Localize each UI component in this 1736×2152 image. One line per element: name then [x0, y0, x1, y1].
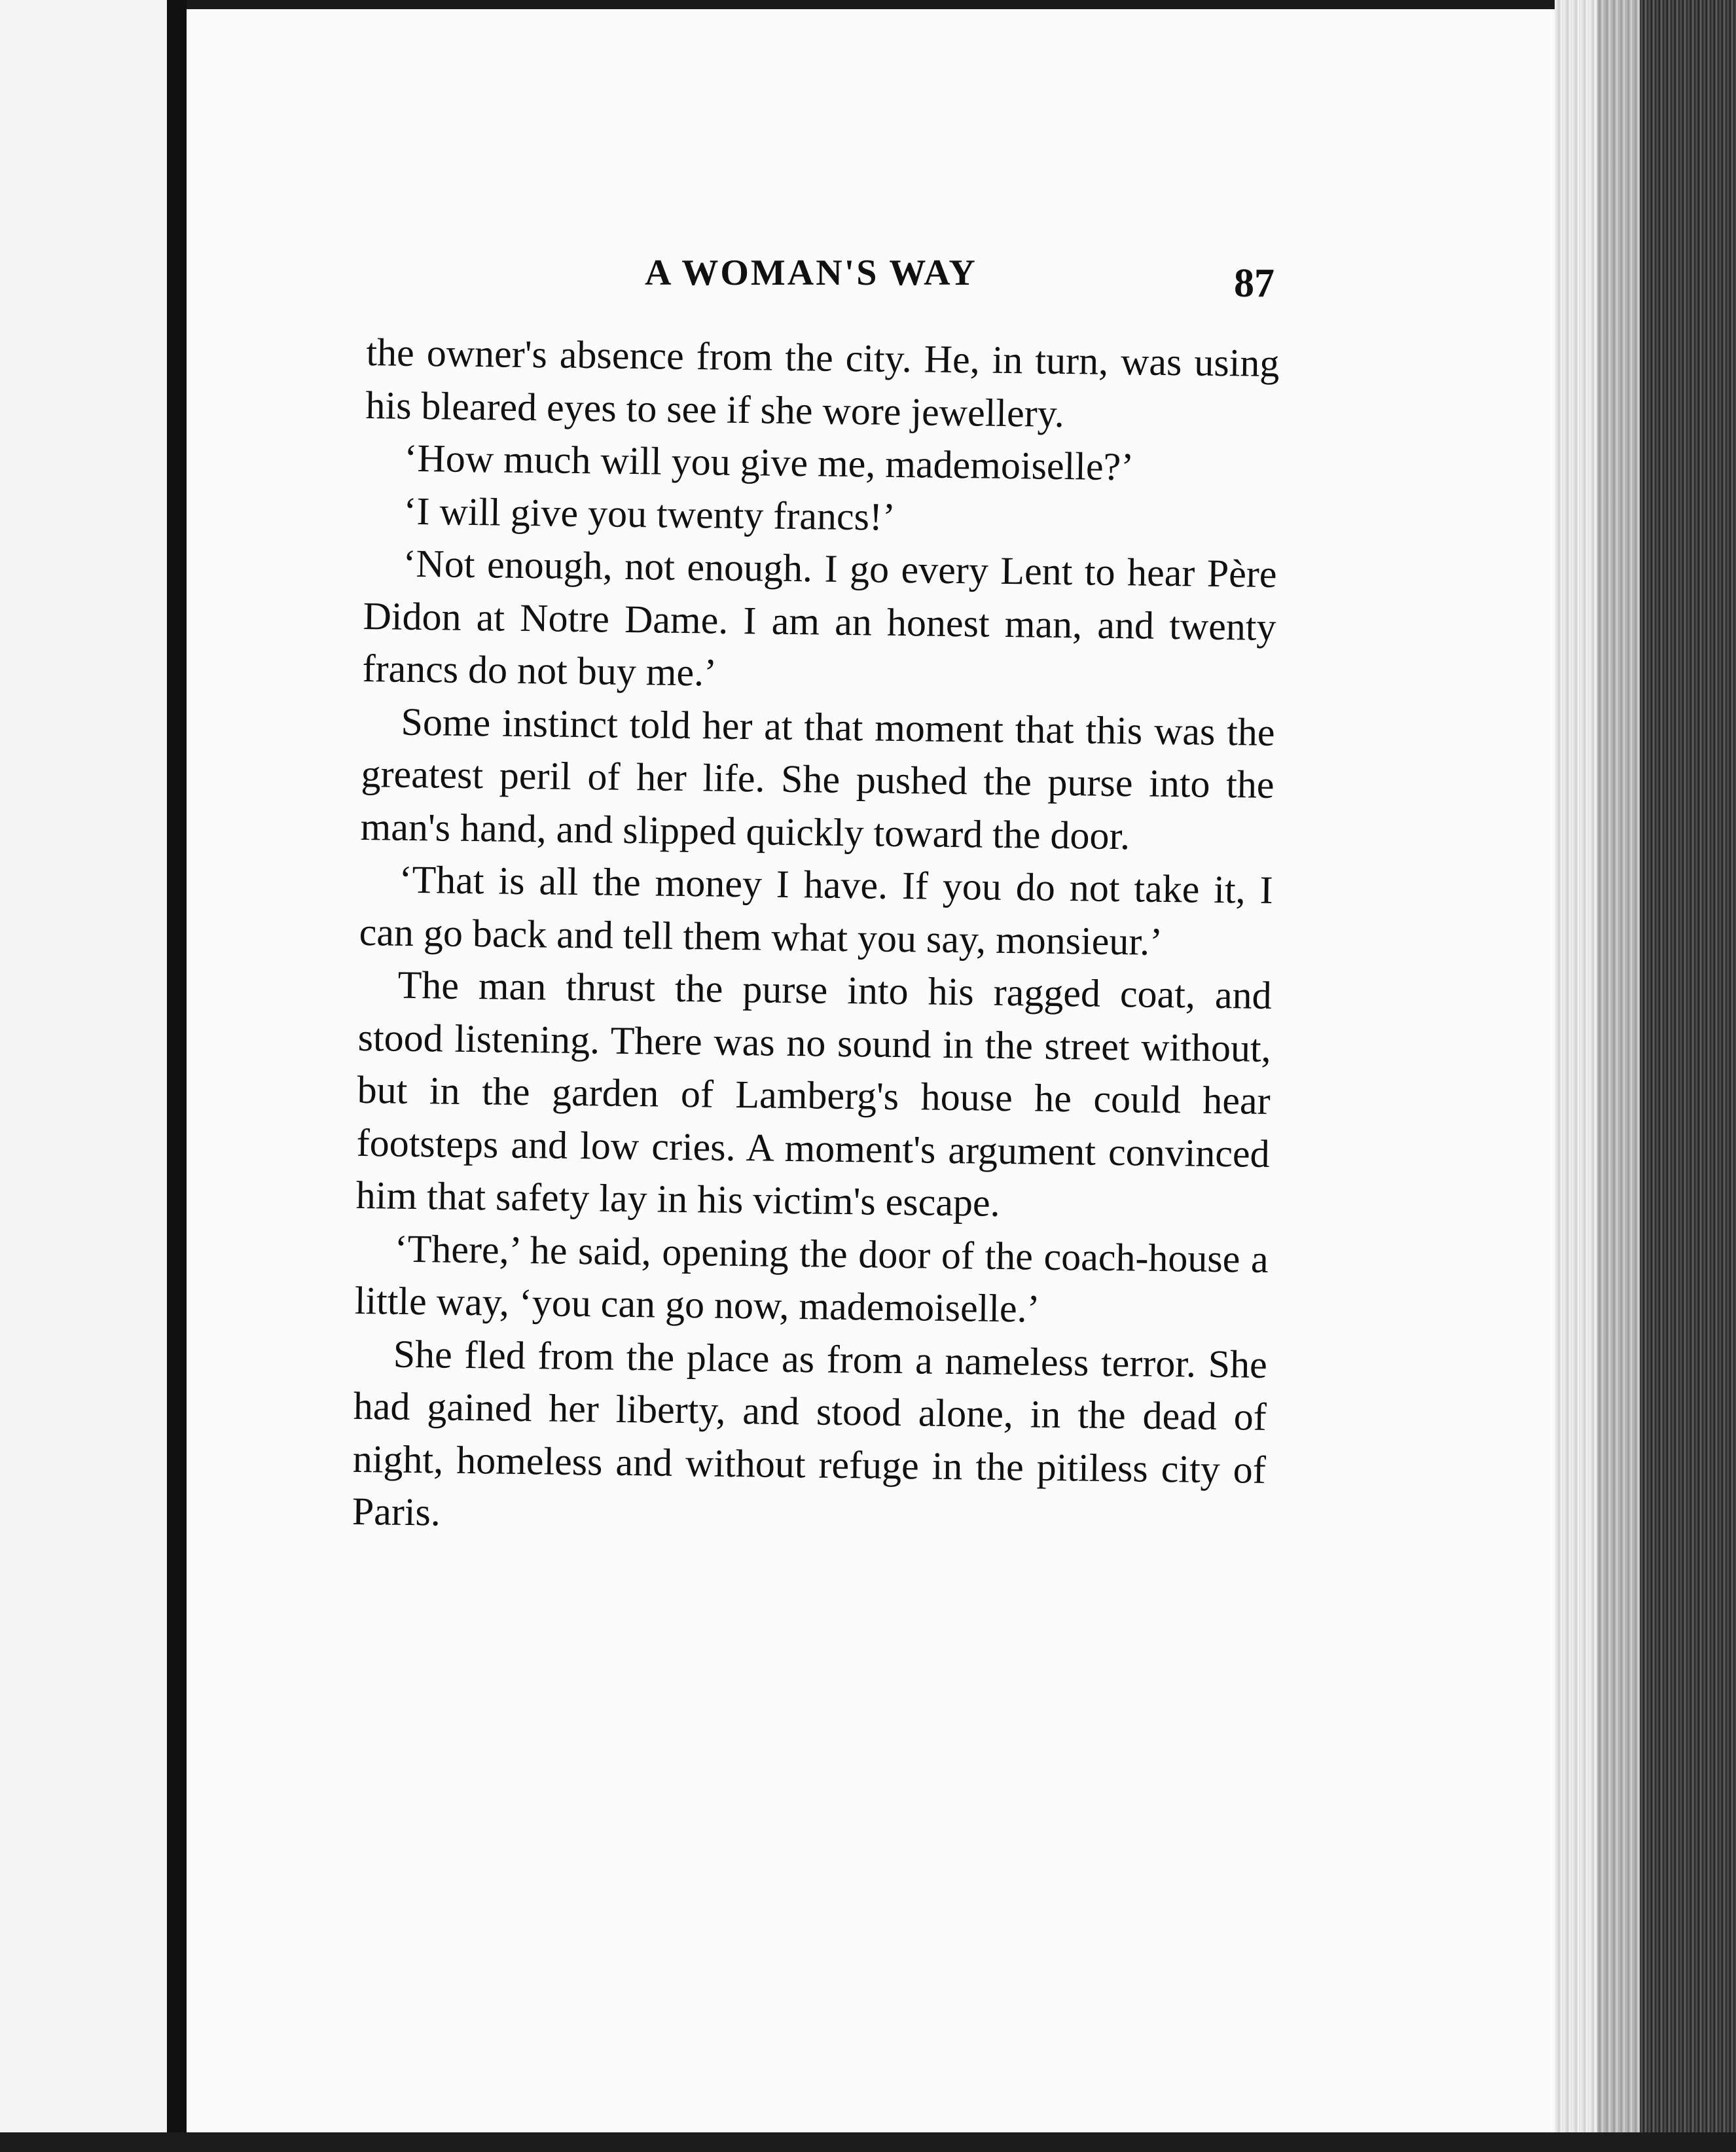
paragraph: She fled from the place as from a nameless terror. She had gained her liberty, and stood alone, in the dead of night, homeless and without refuge in the pitiless city of Paris. — [352, 1332, 1268, 1534]
paragraph: ‘I will give you twenty francs!’ — [403, 489, 896, 539]
page-number: 87 — [1234, 261, 1275, 306]
paragraph: Some instinct told her at that moment that this was the greatest peril of her life. She pushed the purse into the man's hand, and slipped quickly toward the door. — [360, 700, 1275, 857]
running-title: A WOMAN'S WAY — [645, 253, 977, 293]
paragraph: ‘There,’ he said, opening the door of the coach-house a little way, ‘you can go now, mademoiselle.’ — [354, 1227, 1269, 1331]
paragraph: ‘That is all the money I have. If you do not take it, I can go back and tell them what you say, monsieur.’ — [359, 857, 1273, 963]
paragraph: ‘Not enough, not enough. I go every Lent to hear Père Didon at Notre Dame. I am an honest man, and twenty francs do not buy me.’ — [362, 541, 1277, 694]
page-edges-dark — [1640, 0, 1736, 2152]
bottom-shadow — [0, 2132, 1736, 2152]
page-edges-mid — [1597, 0, 1640, 2152]
top-shadow — [187, 0, 1555, 9]
body-text — [352, 326, 1280, 1549]
facing-page-edge — [0, 0, 167, 2152]
paragraph: ‘How much will you give me, mademoiselle?’ — [404, 436, 1134, 489]
paragraph: the owner's absence from the city. He, in turn, was using his bleared eyes to see if she wore jewellery. — [365, 330, 1280, 435]
binding-gutter — [167, 0, 187, 2152]
paragraph: The man thrust the purse into his ragged coat, and stood listening. There was no sound in the street without, but in the garden of Lamberg's house he could hear footsteps and low cries. A moment's argument convinced him that safety lay in his victim's escape. — [355, 963, 1273, 1225]
